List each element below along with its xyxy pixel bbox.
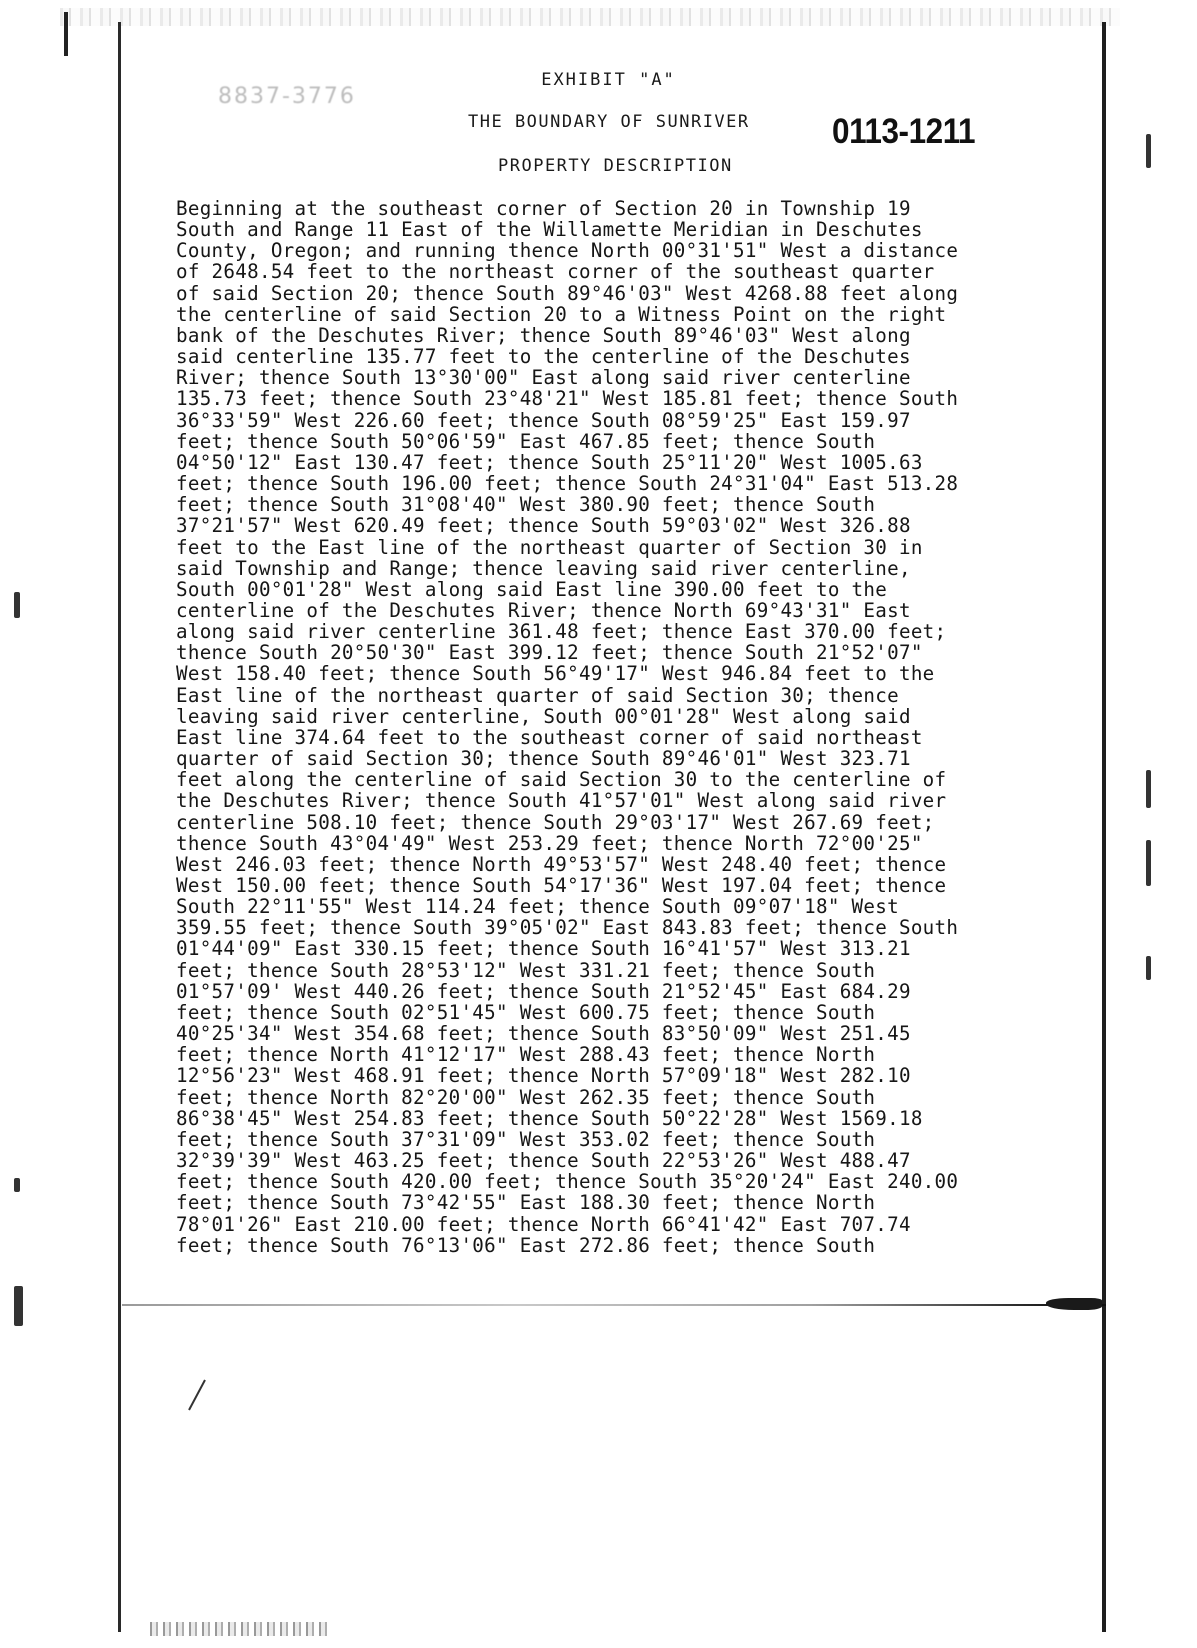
description-line: 135.73 feet; thence South 23°48'21" West 185.81 feet; thence South <box>176 387 959 411</box>
scan-speck <box>14 592 20 618</box>
document-title: THE BOUNDARY OF SUNRIVER <box>468 112 750 132</box>
description-line: 40°25'34" West 354.68 feet; thence South 83°50'09" West 251.45 <box>176 1022 911 1046</box>
description-line: 36°33'59" West 226.60 feet; thence South 08°59'25" East 159.97 <box>176 408 911 432</box>
description-line: 12°56'23" West 468.91 feet; thence North 57°09'18" West 282.10 <box>176 1064 911 1088</box>
description-line: 04°50'12" East 130.47 feet; thence South 25°11'20" West 1005.63 <box>176 450 923 474</box>
bottom-rule <box>122 1304 1106 1306</box>
scan-speck <box>14 1286 23 1326</box>
footer-smudge <box>150 1622 330 1636</box>
description-line: 359.55 feet; thence South 39°05'02" East 843.83 feet; thence South <box>176 916 959 940</box>
description-line: 01°57'09' West 440.26 feet; thence South 21°52'45" East 684.29 <box>176 979 911 1003</box>
description-line: said centerline 135.77 feet to the centerline of the Deschutes <box>176 345 911 369</box>
description-line: feet; thence South 37°31'09" West 353.02 feet; thence South <box>176 1127 876 1151</box>
description-line: the centerline of said Section 20 to a Witness Point on the right <box>176 302 947 326</box>
description-line: West 150.00 feet; thence South 54°17'36" West 197.04 feet; thence <box>176 874 947 897</box>
description-line: feet; thence South 31°08'40" West 380.90 feet; thence South <box>176 493 876 517</box>
description-line: feet; thence South 02°51'45" West 600.75 feet; thence South <box>176 1000 876 1024</box>
description-line: bank of the Deschutes River; thence South 89°46'03" West along <box>176 323 911 347</box>
description-line: feet; thence South 196.00 feet; thence South 24°31'04" East 513.28 <box>176 472 959 496</box>
description-line: feet along the centerline of said Section 30 to the centerline of <box>176 768 947 792</box>
description-line: said Township and Range; thence leaving said river centerline, <box>176 556 911 580</box>
description-line: East line 374.64 feet to the southeast corner of said northeast <box>176 725 923 749</box>
scan-speck <box>1146 134 1151 168</box>
description-line: centerline 508.10 feet; thence South 29°03'17" West 267.69 feet; <box>176 810 935 834</box>
description-line: feet; thence South 50°06'59" East 467.85 feet; thence South <box>176 429 876 453</box>
description-line: feet; thence North 82°20'00" West 262.35 feet; thence South <box>176 1085 876 1109</box>
description-line: feet; thence South 76°13'06" East 272.86 feet; thence South <box>176 1233 876 1257</box>
description-line: feet; thence South 73°42'55" East 188.30 feet; thence North <box>176 1191 876 1215</box>
ink-blot <box>1046 1298 1102 1310</box>
description-line: East line of the northeast quarter of said Section 30; thence <box>176 683 899 707</box>
faded-stamp: 8837-3776 <box>218 84 356 109</box>
description-line: feet to the East line of the northeast quarter of Section 30 in <box>176 535 923 559</box>
property-description-body <box>176 198 1076 1256</box>
description-line: Beginning at the southeast corner of Section 20 in Township 19 <box>176 197 911 220</box>
description-line: West 246.03 feet; thence North 49°53'57" West 248.40 feet; thence <box>176 852 947 876</box>
description-line: the Deschutes River; thence South 41°57'01" West along said river <box>176 789 947 813</box>
description-line: leaving said river centerline, South 00°01'28" West along said <box>176 704 911 728</box>
description-line: thence South 43°04'49" West 253.29 feet; thence North 72°00'25" <box>176 831 923 855</box>
document-number: 0113-1211 <box>832 112 976 151</box>
description-line: River; thence South 13°30'00" East along said river centerline <box>176 366 911 390</box>
description-line: along said river centerline 361.48 feet; thence East 370.00 feet; <box>176 620 947 644</box>
description-line: 86°38'45" West 254.83 feet; thence South 50°22'28" West 1569.18 <box>176 1106 923 1130</box>
scan-speck <box>14 1178 20 1192</box>
description-line: centerline of the Deschutes River; thence North 69°43'31" East <box>176 598 911 622</box>
description-line: 78°01'26" East 210.00 feet; thence North 66°41'42" East 707.74 <box>176 1212 911 1236</box>
description-line: 01°44'09" East 330.15 feet; thence South 16°41'57" West 313.21 <box>176 937 911 961</box>
scan-speck <box>1146 770 1151 808</box>
description-line: West 158.40 feet; thence South 56°49'17" West 946.84 feet to the <box>176 662 935 686</box>
description-line: 37°21'57" West 620.49 feet; thence South 59°03'02" West 326.88 <box>176 514 911 538</box>
description-line: of said Section 20; thence South 89°46'03" West 4268.88 feet along <box>176 281 959 305</box>
description-line: 32°39'39" West 463.25 feet; thence South 22°53'26" West 488.47 <box>176 1149 911 1173</box>
description-line: quarter of said Section 30; thence South 89°46'01" West 323.71 <box>176 747 911 771</box>
description-line: feet; thence North 41°12'17" West 288.43 feet; thence North <box>176 1043 876 1067</box>
description-line: thence South 20°50'30" East 399.12 feet; thence South 21°52'07" <box>176 641 923 665</box>
description-line: County, Oregon; and running thence North 00°31'51" West a distance <box>176 239 959 263</box>
description-line: South and Range 11 East of the Willamette Meridian in Deschutes <box>176 218 923 242</box>
description-line: South 22°11'55" West 114.24 feet; thence South 09°07'18" West <box>176 895 899 919</box>
description-line: South 00°01'28" West along said East line 390.00 feet to the <box>176 577 888 601</box>
scan-speck <box>1146 956 1151 980</box>
description-line: of 2648.54 feet to the northeast corner of the southeast quarter <box>176 260 935 284</box>
scan-left-mark <box>64 12 68 56</box>
exhibit-label: EXHIBIT "A" <box>541 70 676 90</box>
document-subtitle: PROPERTY DESCRIPTION <box>498 156 733 176</box>
scan-speck <box>1146 840 1151 886</box>
description-line: feet; thence South 420.00 feet; thence South 35°20'24" East 240.00 <box>176 1170 959 1194</box>
description-line: feet; thence South 28°53'12" West 331.21 feet; thence South <box>176 958 876 982</box>
